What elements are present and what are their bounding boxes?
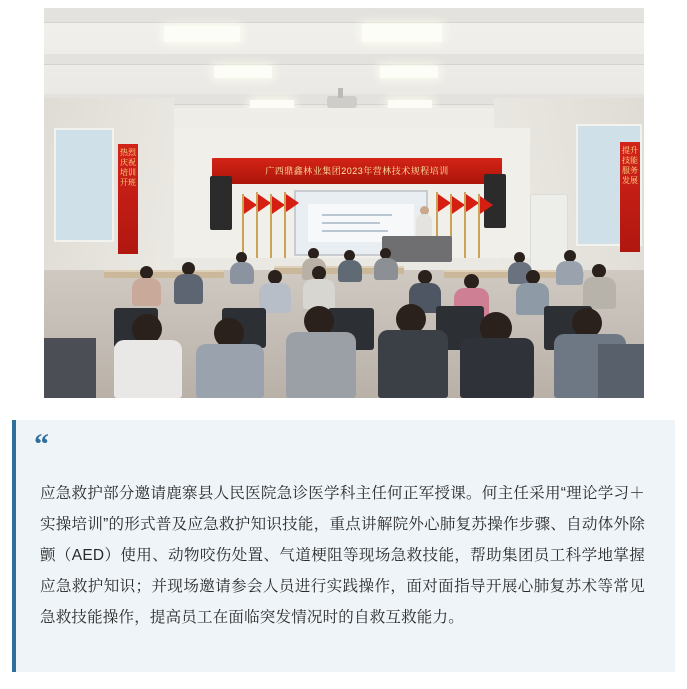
quote-block [12, 420, 675, 672]
attendee-head [418, 270, 432, 284]
loudspeaker-left [210, 176, 232, 230]
photo-canvas [44, 8, 644, 398]
quote-mark-icon: “ [34, 428, 47, 461]
window [54, 128, 114, 242]
foreground-figure [44, 338, 96, 398]
foreground-figure [598, 344, 644, 398]
attendee-head [268, 270, 282, 284]
ceiling-beam [44, 54, 644, 65]
attendee-body [286, 332, 356, 398]
training-session-photo [44, 8, 644, 398]
attendee-body [174, 274, 203, 304]
attendee-body [583, 277, 616, 309]
vertical-banner-left-text: 热烈庆祝培训开班 [120, 148, 136, 187]
vertical-banner-left [118, 144, 138, 254]
attendee-body [132, 278, 161, 306]
attendee-body [460, 338, 534, 398]
attendee-body [230, 262, 254, 284]
ceiling-light [380, 66, 438, 78]
desk-row [104, 270, 224, 278]
attendee-head [464, 274, 479, 289]
ceiling-beam [44, 8, 644, 23]
ceiling-light [362, 24, 442, 42]
attendee-body [338, 260, 362, 282]
projector-mount [338, 88, 343, 98]
attendee-body [114, 340, 182, 398]
ceiling-light [214, 66, 272, 78]
event-banner-text: 广西鼎鑫林业集团2023年营林技术规程培训 [265, 166, 449, 176]
attendee-body [196, 344, 264, 398]
ceiling-light [164, 26, 240, 42]
attendee-head [592, 264, 606, 278]
attendee-head [312, 266, 326, 280]
attendee-body [303, 279, 335, 309]
vertical-banner-right [620, 142, 640, 252]
quote-paragraph: 应急救护部分邀请鹿寨县人民医院急诊医学科主任何正军授课。何主任采用“理论学习＋实操培训”的形式普及应急救护知识技能，重点讲解院外心肺复苏操作步骤、自动体外除颤（AED）使用、动物咬伤处置、气道梗阻等现场急救技能，帮助集团员工科学地掌握应急救护知识；并现场邀请参会人员进行实践操作，面对面指导开展心肺复苏术等常见急救技能操作，提高员工在面临突发情况时的自救互救能力。 [40, 485, 645, 626]
attendee-head [526, 270, 540, 284]
attendee-body [378, 330, 448, 398]
attendee-body [374, 258, 398, 280]
event-banner [212, 158, 502, 184]
attendee-body [556, 261, 583, 285]
vertical-banner-right-text: 提升技能服务发展 [622, 146, 638, 185]
